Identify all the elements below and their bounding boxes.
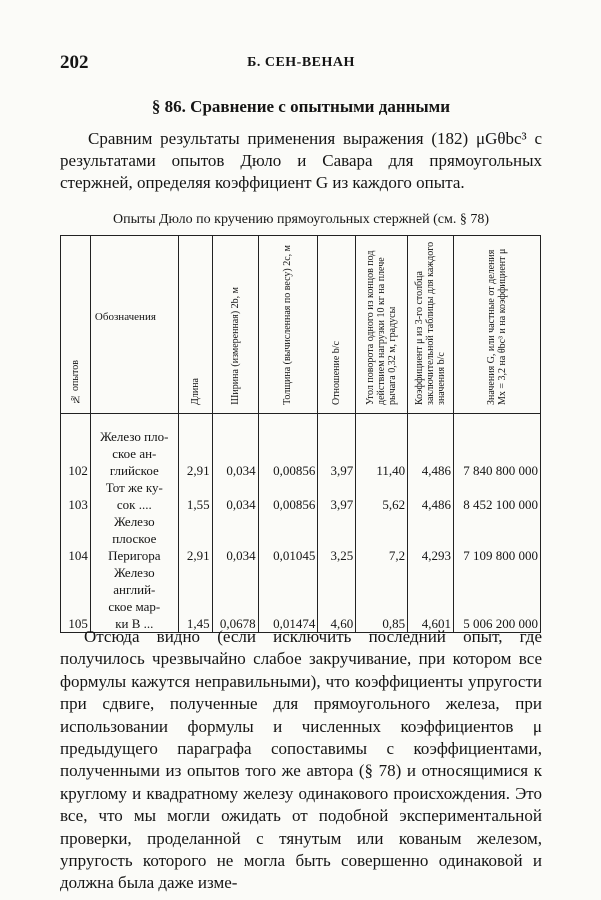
mu-coefficient: 4,293 bbox=[408, 513, 454, 564]
g-value: 8 452 100 000 bbox=[454, 479, 541, 513]
width: 0,034 bbox=[212, 414, 258, 480]
length: 2,91 bbox=[178, 414, 212, 480]
length: 2,91 bbox=[178, 513, 212, 564]
header-cell: Толщина (вычисленная по весу) 2c, м bbox=[258, 236, 318, 414]
width: 0,034 bbox=[212, 513, 258, 564]
header-cell: № опытов bbox=[61, 236, 91, 414]
intro-paragraph: Сравним результаты применения выражения (182) μGθbc³ с результатами опытов Дюло и Савара для прямоугольных стержней, определяя коэффициент G из каждого опыта. bbox=[60, 129, 542, 192]
thickness: 0,01474 bbox=[258, 564, 318, 633]
header-cell: Коэффициент μ из 3-го столбца заключительной таблицы для каждого значения b/c bbox=[408, 236, 454, 414]
designation: Железо плоское Перигора bbox=[90, 513, 178, 564]
thickness: 0,00856 bbox=[258, 479, 318, 513]
header-cell: Обозначения bbox=[90, 236, 178, 414]
thickness: 0,00856 bbox=[258, 414, 318, 480]
page-header bbox=[60, 52, 542, 76]
table-row bbox=[61, 479, 541, 513]
mu-coefficient: 4,486 bbox=[408, 414, 454, 480]
g-value: 7 109 800 000 bbox=[454, 513, 541, 564]
mu-coefficient: 4,601 bbox=[408, 564, 454, 633]
angle: 11,40 bbox=[356, 414, 408, 480]
table-row bbox=[61, 513, 541, 564]
page-number: 202 bbox=[60, 52, 89, 73]
g-value: 7 840 800 000 bbox=[454, 414, 541, 480]
section-title: § 86. Сравнение с опытными данными bbox=[151, 97, 451, 116]
table-caption: Опыты Дюло по кручению прямоугольных стержней (см. § 78) bbox=[112, 212, 490, 227]
table-row bbox=[61, 564, 541, 633]
experiment-number: 103 bbox=[61, 479, 91, 513]
body-paragraph: Отсюда видно (если исключить последний опыт, где получилось чрезвычайно слабое закручивание, при котором все формулы кажутся неправильными), что коэффициенты упругости при сдвиге, полученные для прямоугольного железа, при использовании формулы и численных коэффициентов μ предыдущего параграфа сопоставимы с коэффициентами, полученными из опытов того же автора (§ 78) и относящимися к круглому и квадратному железу одинакового происхождения. Это все, что мы могли ожидать от подобной экспериментальной проверки, проделанной с тянутым или кованым железом, упругость которого не могла быть совершенно одинаковой и должна была даже изме- bbox=[60, 627, 542, 893]
designation: Железо пло- ское ан- глийское bbox=[90, 414, 178, 480]
header-cell: Отношение b/c bbox=[318, 236, 356, 414]
experiment-table bbox=[60, 235, 541, 633]
angle: 7,2 bbox=[356, 513, 408, 564]
header-cell: Длина bbox=[178, 236, 212, 414]
header-cell: Ширина (измеренная) 2b, м bbox=[212, 236, 258, 414]
running-head: Б. СЕН-ВЕНАН bbox=[247, 55, 355, 70]
table-header-row bbox=[61, 236, 541, 414]
thickness: 0,01045 bbox=[258, 513, 318, 564]
g-value: 5 006 200 000 bbox=[454, 564, 541, 633]
designation: Железо англий- ское мар- ки В ... bbox=[90, 564, 178, 633]
header-cell: Угол поворота одного из концов под действием нагрузки 10 кг на плече рычага 0,32 м, градусы bbox=[356, 236, 408, 414]
angle: 5,62 bbox=[356, 479, 408, 513]
designation: Тот же ку- сок .... bbox=[90, 479, 178, 513]
width: 0,0678 bbox=[212, 564, 258, 633]
length: 1,55 bbox=[178, 479, 212, 513]
experiment-number: 102 bbox=[61, 414, 91, 480]
angle: 0,85 bbox=[356, 564, 408, 633]
ratio: 3,97 bbox=[318, 414, 356, 480]
ratio: 4,60 bbox=[318, 564, 356, 633]
header-cell: Значения G, или частные от деления Mx = 3,2 на θbc³ и на коэффициент μ bbox=[454, 236, 541, 414]
ratio: 3,25 bbox=[318, 513, 356, 564]
width: 0,034 bbox=[212, 479, 258, 513]
ratio: 3,97 bbox=[318, 479, 356, 513]
experiment-number: 105 bbox=[61, 564, 91, 633]
experiment-number: 104 bbox=[61, 513, 91, 564]
length: 1,45 bbox=[178, 564, 212, 633]
mu-coefficient: 4,486 bbox=[408, 479, 454, 513]
table-row bbox=[61, 414, 541, 480]
